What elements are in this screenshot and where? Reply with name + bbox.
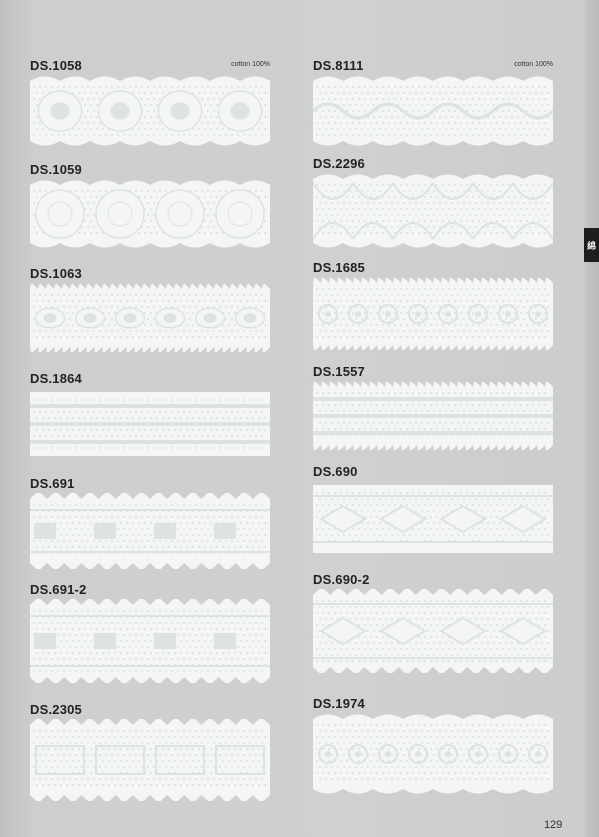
- product-code: DS.691-2: [30, 582, 87, 597]
- lace-swatch: [30, 75, 270, 147]
- lace-swatch: [30, 493, 270, 569]
- product-code: DS.690: [313, 464, 358, 479]
- page-number: 129: [544, 819, 563, 831]
- product-code: DS.2305: [30, 702, 82, 717]
- material-note: cotton 100%: [514, 61, 553, 68]
- page-edge: [585, 0, 599, 837]
- lace-swatch: [313, 277, 553, 351]
- lace-swatch: [30, 719, 270, 801]
- lace-swatch: [313, 173, 553, 249]
- product-code: DS.1864: [30, 371, 82, 386]
- section-tab[interactable]: 綿: [584, 228, 599, 262]
- lace-swatch: [30, 283, 270, 353]
- lace-swatch: [30, 388, 270, 460]
- product-code: DS.1685: [313, 260, 365, 275]
- lace-swatch: [313, 589, 553, 673]
- lace-swatch: [30, 599, 270, 683]
- product-code: DS.1058: [30, 58, 82, 73]
- product-code: DS.1974: [313, 696, 365, 711]
- product-code: DS.690-2: [313, 572, 370, 587]
- material-note: cotton 100%: [231, 61, 270, 68]
- lace-swatch: [313, 381, 553, 451]
- lace-swatch: [313, 713, 553, 795]
- lace-swatch: [313, 481, 553, 557]
- product-code: DS.8111: [313, 58, 364, 73]
- product-code: DS.1059: [30, 162, 82, 177]
- lace-swatch: [313, 75, 553, 147]
- lace-swatch: [30, 179, 270, 249]
- product-code: DS.1557: [313, 364, 365, 379]
- product-code: DS.1063: [30, 266, 82, 281]
- product-code: DS.691: [30, 476, 75, 491]
- product-code: DS.2296: [313, 156, 365, 171]
